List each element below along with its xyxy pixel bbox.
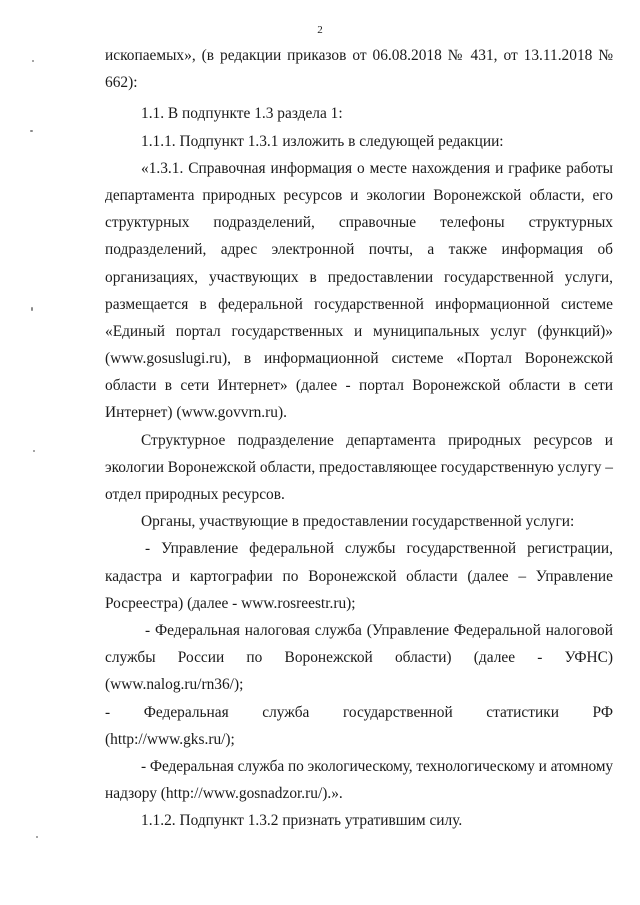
text-line: (www.nalog.ru/rn36/); <box>105 676 244 694</box>
text-line: - Управление федеральной службы государственной регистрации, <box>145 540 613 558</box>
text-line: «1.3.1. Справочная информация о месте нахождения и графике работы <box>141 159 613 177</box>
text-line: - Федеральная служба государственной статистики РФ <box>105 703 613 721</box>
text-line: Интернет) (www.govvrn.ru). <box>105 404 287 422</box>
page-number: 2 <box>317 24 323 36</box>
text-line: отдел природных ресурсов. <box>105 486 285 503</box>
text-line: 662): <box>105 74 138 92</box>
text-line: 1.1.2. Подпункт 1.3.2 признать утратившим силу. <box>141 812 463 830</box>
text-line: экологии Воронежской области, предоставляющее государственную услугу – <box>105 458 614 476</box>
scan-speck <box>32 60 34 62</box>
text-line: организациях, участвующих в предоставлении государственной услуги, <box>105 268 613 286</box>
scan-speck <box>31 307 33 311</box>
text-line: 1.1.1. Подпункт 1.3.1 изложить в следующей редакции: <box>141 132 504 150</box>
text-line: (www.gosuslugi.ru), в информационной системе «Портал Воронежской <box>105 350 613 368</box>
document-body <box>105 42 613 834</box>
text-line: - Федеральная служба по экологическому, технологическому и атомному <box>141 757 613 775</box>
text-line: 1.1. В подпункте 1.3 раздела 1: <box>141 105 343 123</box>
text-line: размещается в федеральной государственной информационной системе <box>105 295 613 313</box>
scan-speck <box>30 130 33 132</box>
text-line: ископаемых», (в редакции приказов от 06.08.2018 № 431, от 13.11.2018 № <box>105 47 613 64</box>
text-line: кадастра и картографии по Воронежской области (далее – Управление <box>105 567 613 585</box>
text-line: надзору (http://www.gosnadzor.ru/).». <box>105 785 343 803</box>
text-line: «Единый портал государственных и муниципальных услуг (функций)» <box>105 322 613 340</box>
scan-speck <box>36 836 38 838</box>
text-line: области в сети Интернет» (далее - портал Воронежской области в сети <box>105 377 613 395</box>
text-line: департамента природных ресурсов и экологии Воронежской области, его <box>105 186 613 204</box>
text-line: подразделений, адрес электронной почты, а также информация об <box>105 241 613 259</box>
text-line: структурных подразделений, справочные телефоны структурных <box>105 214 613 232</box>
text-line: - Федеральная налоговая служба (Управление Федеральной налоговой <box>145 621 613 639</box>
text-line: службы России по Воронежской области) (далее - УФНС) <box>105 649 613 667</box>
text-line: Структурное подразделение департамента природных ресурсов и <box>141 431 613 449</box>
text-line: Органы, участвующие в предоставлении государственной услуги: <box>141 513 575 531</box>
text-line: Росреестра) (далее - www.rosreestr.ru); <box>105 594 356 612</box>
scan-speck <box>33 450 35 452</box>
text-line: (http://www.gks.ru/); <box>105 730 235 748</box>
